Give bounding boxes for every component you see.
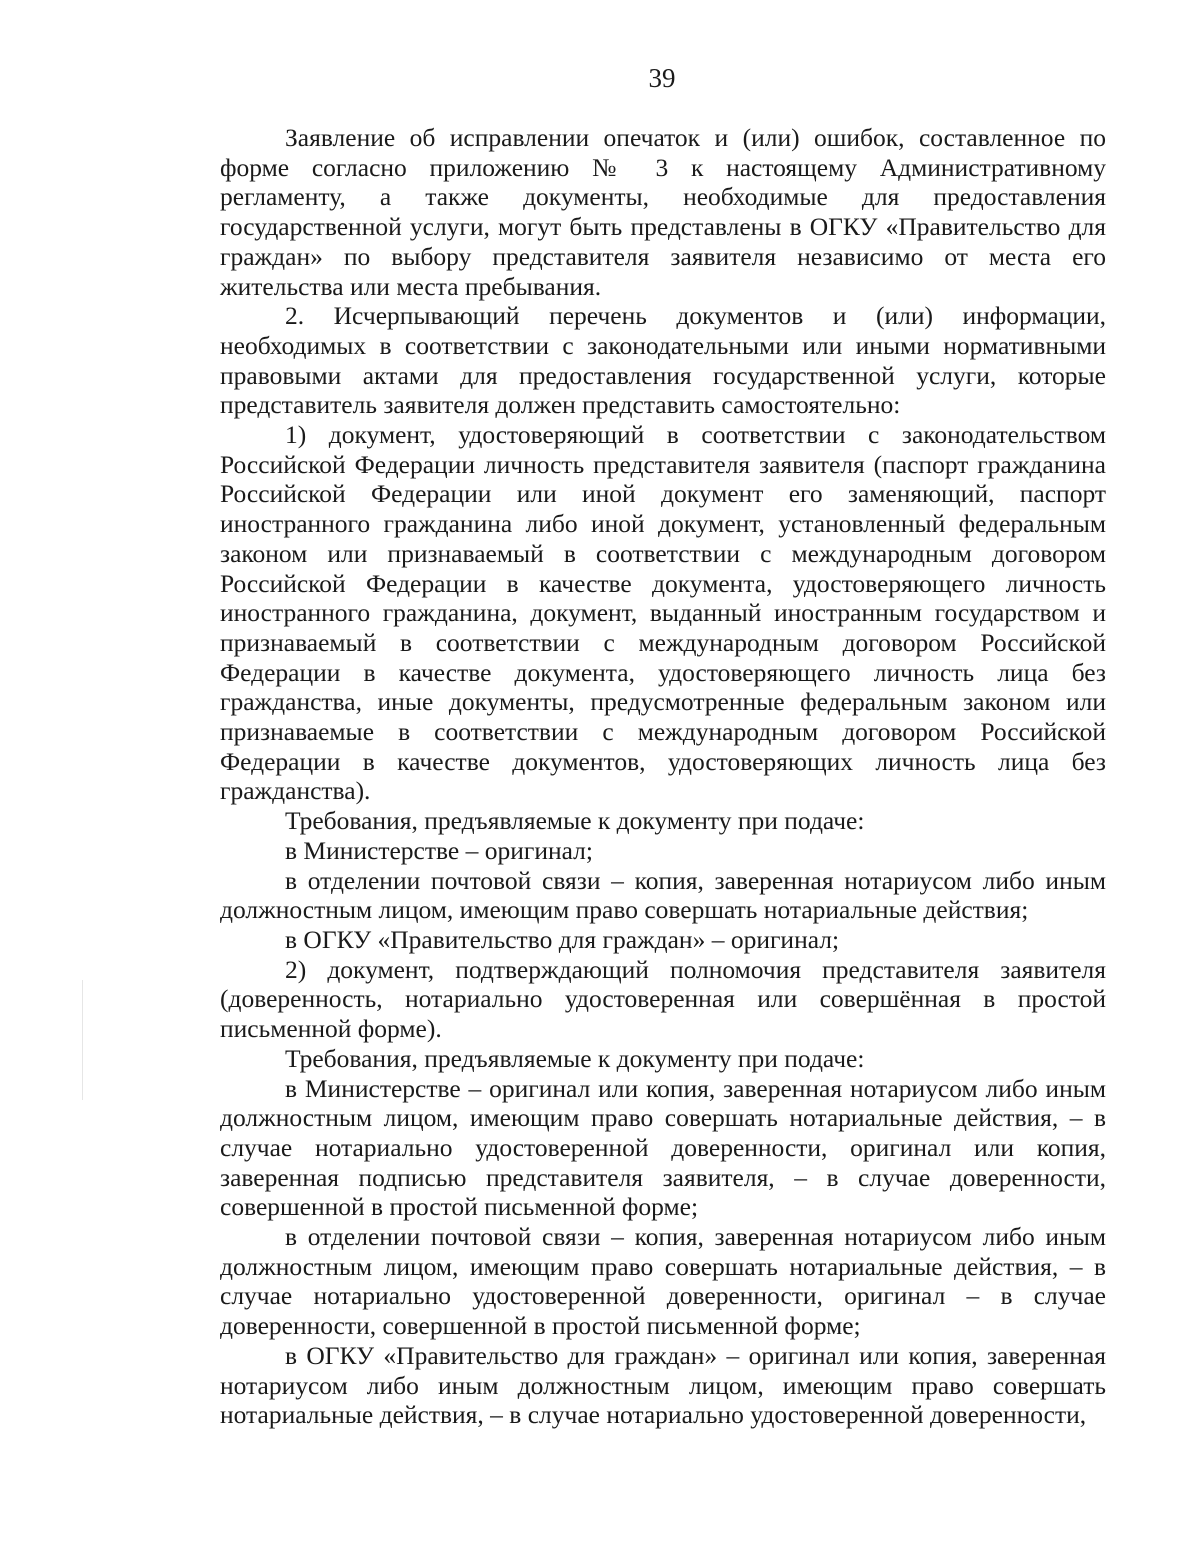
paragraph-requirements-heading: Требования, предъявляемые к документу при подаче:	[285, 806, 865, 836]
paragraph-application-submission: Заявление об исправлении опечаток и (или) ошибок, составленное по форме согласно приложению № 3 к настоящему Административному регламенту, а также документы, необходимые для предоставления государственной услуги, могут быть представлены в ОГКУ «Правительство для граждан» по выбору представителя заявителя независимо от места его жительства или места пребывания.	[220, 123, 1106, 301]
paragraph-requirements-heading-2: Требования, предъявляемые к документу при подаче:	[285, 1043, 865, 1073]
scan-margin-mark	[82, 980, 83, 1100]
paragraph-ministry-original: в Министерстве – оригинал;	[285, 835, 593, 865]
paragraph-authority-document: 2) документ, подтверждающий полномочия представителя заявителя (доверенность, нотариально удостоверенная или совершённая в простой письменной форме).	[220, 954, 1106, 1044]
paragraph-post-office-copy: в отделении почтовой связи – копия, заверенная нотариусом либо иным должностным лицом, имеющим право совершать нотариальные действия;	[220, 865, 1106, 925]
paragraph-post-office-authority: в отделении почтовой связи – копия, заверенная нотариусом либо иным должностным лицом, имеющим право совершать нотариальные действия, – в случае нотариально удостоверенной доверенности, оригинал – в случае доверенности, совершенной в простой письменной форме;	[220, 1222, 1106, 1341]
paragraph-ogku-authority: в ОГКУ «Правительство для граждан» – оригинал или копия, заверенная нотариусом либо иным должностным лицом, имеющим право совершать нотариальные действия, – в случае нотариально удостоверенной доверенности,	[220, 1340, 1106, 1430]
paragraph-identity-document: 1) документ, удостоверяющий в соответствии с законодательством Российской Федерации личность представителя заявителя (паспорт гражданина Российской Федерации или иной документ его заменяющий, паспорт иностранного гражданина либо иной документ, установленный федеральным законом или признаваемый в соответствии с международным договором Российской Федерации в качестве документа, удостоверяющего личность иностранного гражданина, документ, выданный иностранным государством и признаваемый в соответствии с международным договором Российской Федерации в качестве документа, удостоверяющего личность лица без гражданства, иные документы, предусмотренные федеральным законом или признаваемые в соответствии с международным договором Российской Федерации в качестве документов, удостоверяющих личность лица без гражданства).	[220, 420, 1106, 806]
paragraph-ogku-original: в ОГКУ «Правительство для граждан» – оригинал;	[285, 924, 840, 954]
document-body	[220, 123, 1106, 1430]
paragraph-documents-list-heading: 2. Исчерпывающий перечень документов и (или) информации, необходимых в соответствии с законодательными или иными нормативными правовыми актами для предоставления государственной услуги, которые представитель заявителя должен представить самостоятельно:	[220, 301, 1106, 420]
page-number: 39	[648, 63, 676, 93]
paragraph-ministry-authority: в Министерстве – оригинал или копия, заверенная нотариусом либо иным должностным лицом, имеющим право совершать нотариальные действия, – в случае нотариально удостоверенной доверенности, оригинал или копия, заверенная подписью представителя заявителя, – в случае доверенности, совершенной в простой письменной форме;	[220, 1073, 1106, 1222]
